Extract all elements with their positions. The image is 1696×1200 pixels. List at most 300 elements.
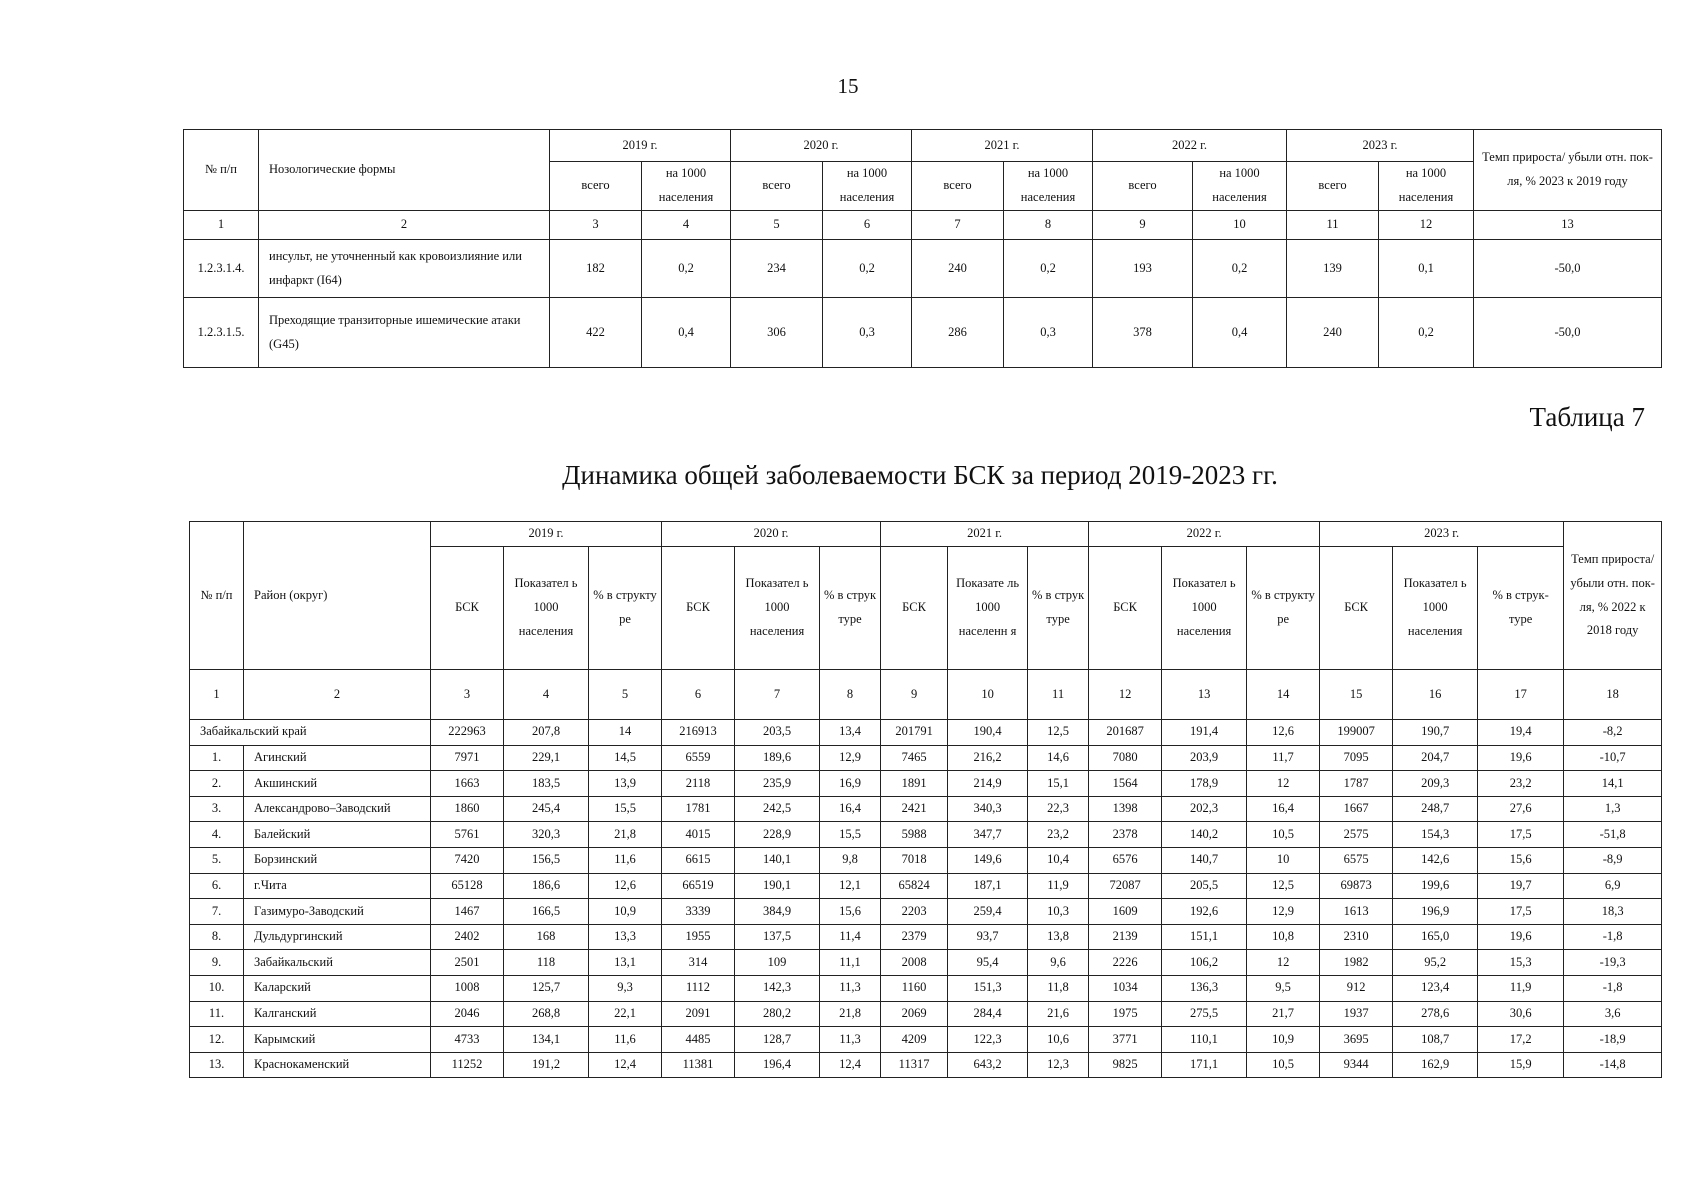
header-bsk: БСК bbox=[1089, 547, 1162, 670]
header-year: 2023 г. bbox=[1320, 522, 1564, 547]
col-number: 14 bbox=[1247, 670, 1320, 720]
cell-value: 284,4 bbox=[948, 1001, 1028, 1027]
cell-value: 182 bbox=[550, 240, 642, 298]
cell-value: 216,2 bbox=[948, 745, 1028, 771]
header-bsk: БСК bbox=[1320, 547, 1393, 670]
cell-value: 30,6 bbox=[1478, 1001, 1564, 1027]
cell-value: 3,6 bbox=[1564, 1001, 1662, 1027]
col-number: 4 bbox=[504, 670, 589, 720]
header-bsk: БСК bbox=[662, 547, 735, 670]
cell-value: 0,3 bbox=[1004, 298, 1093, 368]
cell-value: 10 bbox=[1247, 847, 1320, 873]
cell-value: 201687 bbox=[1089, 720, 1162, 746]
col-number: 7 bbox=[735, 670, 820, 720]
header-rate: Показате ль 1000 населенн я bbox=[948, 547, 1028, 670]
header-year: 2019 г. bbox=[431, 522, 662, 547]
col-number: 8 bbox=[1004, 211, 1093, 240]
cell-value: 183,5 bbox=[504, 771, 589, 797]
header-bsk: БСК bbox=[881, 547, 948, 670]
cell-value: 229,1 bbox=[504, 745, 589, 771]
cell-value: 204,7 bbox=[1393, 745, 1478, 771]
cell-value: 69873 bbox=[1320, 873, 1393, 899]
cell-value: 154,3 bbox=[1393, 822, 1478, 848]
cell-district: г.Чита bbox=[244, 873, 431, 899]
col-number: 13 bbox=[1474, 211, 1662, 240]
cell-value: 10,8 bbox=[1247, 924, 1320, 950]
cell-value: 1860 bbox=[431, 796, 504, 822]
cell-value: 259,4 bbox=[948, 899, 1028, 925]
cell-value: 6,9 bbox=[1564, 873, 1662, 899]
cell-value: 2139 bbox=[1089, 924, 1162, 950]
cell-value: 199,6 bbox=[1393, 873, 1478, 899]
cell-value: 93,7 bbox=[948, 924, 1028, 950]
cell-value: 2310 bbox=[1320, 924, 1393, 950]
cell-value: 2378 bbox=[1089, 822, 1162, 848]
cell-value: 9,6 bbox=[1028, 950, 1089, 976]
header-total: всего bbox=[912, 162, 1004, 211]
cell-value: 203,9 bbox=[1162, 745, 1247, 771]
cell-value: 9,8 bbox=[820, 847, 881, 873]
cell-value: 11,9 bbox=[1478, 975, 1564, 1001]
cell-value: 5761 bbox=[431, 822, 504, 848]
cell-value: 1112 bbox=[662, 975, 735, 1001]
cell-value: 202,3 bbox=[1162, 796, 1247, 822]
cell-value: 12,9 bbox=[820, 745, 881, 771]
cell-district: Борзинский bbox=[244, 847, 431, 873]
cell-value: 192,6 bbox=[1162, 899, 1247, 925]
cell-value: 2091 bbox=[662, 1001, 735, 1027]
header-total: всего bbox=[550, 162, 642, 211]
cell-value: 22,3 bbox=[1028, 796, 1089, 822]
cell-value: 12,6 bbox=[589, 873, 662, 899]
table-row bbox=[190, 822, 1662, 848]
cell-value: 65824 bbox=[881, 873, 948, 899]
cell-value: 3771 bbox=[1089, 1027, 1162, 1053]
cell-value: 196,9 bbox=[1393, 899, 1478, 925]
cell-value: 228,9 bbox=[735, 822, 820, 848]
cell-value: 17,5 bbox=[1478, 899, 1564, 925]
col-number: 15 bbox=[1320, 670, 1393, 720]
col-number: 7 bbox=[912, 211, 1004, 240]
cell-value: 3695 bbox=[1320, 1027, 1393, 1053]
cell-value: 6615 bbox=[662, 847, 735, 873]
cell-value: 142,6 bbox=[1393, 847, 1478, 873]
cell-value: 1160 bbox=[881, 975, 948, 1001]
cell-value: 9344 bbox=[1320, 1052, 1393, 1078]
cell-value: 72087 bbox=[1089, 873, 1162, 899]
cell-value: 0,2 bbox=[1004, 240, 1093, 298]
cell-value: 1609 bbox=[1089, 899, 1162, 925]
cell-value: 10,3 bbox=[1028, 899, 1089, 925]
header-growth: Темп прироста/ убыли отн. пок-ля, % 2023 к 2019 году bbox=[1474, 130, 1662, 211]
col-number: 5 bbox=[731, 211, 823, 240]
column-number-row bbox=[190, 670, 1662, 720]
cell-value: 125,7 bbox=[504, 975, 589, 1001]
cell-value: 189,6 bbox=[735, 745, 820, 771]
cell-num: 4. bbox=[190, 822, 244, 848]
cell-value: 15,6 bbox=[820, 899, 881, 925]
cell-num: 1. bbox=[190, 745, 244, 771]
cell-value: 109 bbox=[735, 950, 820, 976]
table-row bbox=[190, 950, 1662, 976]
cell-value: 190,1 bbox=[735, 873, 820, 899]
cell-value: 166,5 bbox=[504, 899, 589, 925]
cell-value: 2046 bbox=[431, 1001, 504, 1027]
cell-value: 190,4 bbox=[948, 720, 1028, 746]
cell-value: 178,9 bbox=[1162, 771, 1247, 797]
header-year: 2022 г. bbox=[1089, 522, 1320, 547]
cell-value: 320,3 bbox=[504, 822, 589, 848]
cell-value: 12,5 bbox=[1028, 720, 1089, 746]
cell-value: 18,3 bbox=[1564, 899, 1662, 925]
col-number: 2 bbox=[244, 670, 431, 720]
col-number: 17 bbox=[1478, 670, 1564, 720]
table-row bbox=[190, 771, 1662, 797]
cell-value: 11,3 bbox=[820, 975, 881, 1001]
cell-value: 21,7 bbox=[1247, 1001, 1320, 1027]
header-rate: на 1000 населения bbox=[1379, 162, 1474, 211]
cell-value: 190,7 bbox=[1393, 720, 1478, 746]
cell-value: 118 bbox=[504, 950, 589, 976]
cell-value: 7971 bbox=[431, 745, 504, 771]
cell-value: 2575 bbox=[1320, 822, 1393, 848]
cell-value: 17,2 bbox=[1478, 1027, 1564, 1053]
table-row bbox=[190, 745, 1662, 771]
cell-value: 1008 bbox=[431, 975, 504, 1001]
table-row bbox=[184, 240, 1662, 298]
cell-value: 205,5 bbox=[1162, 873, 1247, 899]
cell-district: Калганский bbox=[244, 1001, 431, 1027]
cell-value: 165,0 bbox=[1393, 924, 1478, 950]
col-number: 11 bbox=[1028, 670, 1089, 720]
cell-value: 306 bbox=[731, 298, 823, 368]
cell-value: 16,9 bbox=[820, 771, 881, 797]
cell-value: 13,1 bbox=[589, 950, 662, 976]
cell-district: Акшинский bbox=[244, 771, 431, 797]
cell-value: 11,9 bbox=[1028, 873, 1089, 899]
cell-num: 9. bbox=[190, 950, 244, 976]
header-year: 2020 г. bbox=[662, 522, 881, 547]
cell-district: Балейский bbox=[244, 822, 431, 848]
cell-value: -18,9 bbox=[1564, 1027, 1662, 1053]
cell-value: 0,4 bbox=[1193, 298, 1287, 368]
cell-value: 11,6 bbox=[589, 1027, 662, 1053]
cell-value: 95,2 bbox=[1393, 950, 1478, 976]
table-title: Динамика общей заболеваемости БСК за период 2019-2023 гг. bbox=[562, 460, 1278, 490]
cell-value: 27,6 bbox=[1478, 796, 1564, 822]
cell-value: 193 bbox=[1093, 240, 1193, 298]
cell-value: 123,4 bbox=[1393, 975, 1478, 1001]
cell-value: 191,4 bbox=[1162, 720, 1247, 746]
cell-value: 4209 bbox=[881, 1027, 948, 1053]
cell-value: -1,8 bbox=[1564, 975, 1662, 1001]
cell-value: 0,2 bbox=[642, 240, 731, 298]
cell-value: 9,3 bbox=[589, 975, 662, 1001]
cell-num: 7. bbox=[190, 899, 244, 925]
cell-value: 12 bbox=[1247, 771, 1320, 797]
cell-value: 151,1 bbox=[1162, 924, 1247, 950]
cell-value: 15,6 bbox=[1478, 847, 1564, 873]
cell-value: 201791 bbox=[881, 720, 948, 746]
cell-value: 186,6 bbox=[504, 873, 589, 899]
nosology-table bbox=[183, 129, 1662, 368]
header-share: % в структу ре bbox=[1247, 547, 1320, 670]
cell-value: 14,1 bbox=[1564, 771, 1662, 797]
cell-value: 286 bbox=[912, 298, 1004, 368]
cell-value: 13,8 bbox=[1028, 924, 1089, 950]
cell-value: -8,9 bbox=[1564, 847, 1662, 873]
cell-value: 1891 bbox=[881, 771, 948, 797]
cell-code: 1.2.3.1.5. bbox=[184, 298, 259, 368]
cell-value: 2069 bbox=[881, 1001, 948, 1027]
table-row bbox=[184, 298, 1662, 368]
cell-num: 8. bbox=[190, 924, 244, 950]
cell-form: Преходящие транзиторные ишемические атаки (G45) bbox=[259, 298, 550, 368]
cell-value: 142,3 bbox=[735, 975, 820, 1001]
cell-value: 12,6 bbox=[1247, 720, 1320, 746]
cell-value: 1613 bbox=[1320, 899, 1393, 925]
cell-value: 95,4 bbox=[948, 950, 1028, 976]
cell-value: 214,9 bbox=[948, 771, 1028, 797]
cell-value: 235,9 bbox=[735, 771, 820, 797]
cell-num: 12. bbox=[190, 1027, 244, 1053]
cell-district: Александрово–Заводский bbox=[244, 796, 431, 822]
header-share: % в струк туре bbox=[820, 547, 881, 670]
cell-value: 110,1 bbox=[1162, 1027, 1247, 1053]
header-total: всего bbox=[1093, 162, 1193, 211]
cell-value: 23,2 bbox=[1478, 771, 1564, 797]
cell-value: 19,7 bbox=[1478, 873, 1564, 899]
cell-value: -1,8 bbox=[1564, 924, 1662, 950]
cell-value: 140,2 bbox=[1162, 822, 1247, 848]
cell-value: 0,1 bbox=[1379, 240, 1474, 298]
header-year: 2021 г. bbox=[912, 130, 1093, 162]
cell-district: Газимуро-Заводский bbox=[244, 899, 431, 925]
header-rate: на 1000 населения bbox=[1004, 162, 1093, 211]
cell-value: 0,2 bbox=[1193, 240, 1287, 298]
cell-value: 21,8 bbox=[589, 822, 662, 848]
cell-value: 162,9 bbox=[1393, 1052, 1478, 1078]
cell-value: 187,1 bbox=[948, 873, 1028, 899]
cell-value: 7420 bbox=[431, 847, 504, 873]
cell-value: 106,2 bbox=[1162, 950, 1247, 976]
header-share: % в структу ре bbox=[589, 547, 662, 670]
cell-value: 209,3 bbox=[1393, 771, 1478, 797]
cell-value: 1937 bbox=[1320, 1001, 1393, 1027]
cell-value: 10,6 bbox=[1028, 1027, 1089, 1053]
header-rate: Показател ь 1000 населения bbox=[735, 547, 820, 670]
cell-value: -19,3 bbox=[1564, 950, 1662, 976]
cell-value: 242,5 bbox=[735, 796, 820, 822]
cell-value: 1975 bbox=[1089, 1001, 1162, 1027]
cell-value: 7018 bbox=[881, 847, 948, 873]
column-number-row bbox=[184, 211, 1662, 240]
cell-value: 10,4 bbox=[1028, 847, 1089, 873]
cell-value: 1034 bbox=[1089, 975, 1162, 1001]
cell-value: -8,2 bbox=[1564, 720, 1662, 746]
cell-value: 7095 bbox=[1320, 745, 1393, 771]
cell-value: 168 bbox=[504, 924, 589, 950]
cell-value: 12,1 bbox=[820, 873, 881, 899]
cell-value: 11381 bbox=[662, 1052, 735, 1078]
cell-value: 139 bbox=[1287, 240, 1379, 298]
cell-value: 134,1 bbox=[504, 1027, 589, 1053]
header-district: Район (округ) bbox=[244, 522, 431, 670]
cell-value: 0,3 bbox=[823, 298, 912, 368]
cell-value: 19,6 bbox=[1478, 924, 1564, 950]
cell-value: 128,7 bbox=[735, 1027, 820, 1053]
cell-district: Дульдургинский bbox=[244, 924, 431, 950]
cell-num: 10. bbox=[190, 975, 244, 1001]
cell-value: 13,3 bbox=[589, 924, 662, 950]
header-year: 2022 г. bbox=[1093, 130, 1287, 162]
cell-district: Карымский bbox=[244, 1027, 431, 1053]
col-number: 6 bbox=[662, 670, 735, 720]
cell-value: 171,1 bbox=[1162, 1052, 1247, 1078]
cell-value: 0,2 bbox=[1379, 298, 1474, 368]
col-number: 9 bbox=[1093, 211, 1193, 240]
col-number: 3 bbox=[431, 670, 504, 720]
cell-value: 108,7 bbox=[1393, 1027, 1478, 1053]
col-number: 1 bbox=[190, 670, 244, 720]
cell-value: 314 bbox=[662, 950, 735, 976]
col-number: 18 bbox=[1564, 670, 1662, 720]
cell-value: 240 bbox=[912, 240, 1004, 298]
cell-district: Каларский bbox=[244, 975, 431, 1001]
cell-value: 378 bbox=[1093, 298, 1193, 368]
cell-num: 3. bbox=[190, 796, 244, 822]
cell-value: 14,6 bbox=[1028, 745, 1089, 771]
cell-value: 140,7 bbox=[1162, 847, 1247, 873]
cell-code: 1.2.3.1.4. bbox=[184, 240, 259, 298]
cell-value: 23,2 bbox=[1028, 822, 1089, 848]
cell-value: 15,1 bbox=[1028, 771, 1089, 797]
cell-value: 643,2 bbox=[948, 1052, 1028, 1078]
col-number: 6 bbox=[823, 211, 912, 240]
cell-value: 12,4 bbox=[589, 1052, 662, 1078]
cell-value: 11,4 bbox=[820, 924, 881, 950]
cell-value: 16,4 bbox=[820, 796, 881, 822]
cell-value: 1564 bbox=[1089, 771, 1162, 797]
header-share: % в струк туре bbox=[1028, 547, 1089, 670]
col-number: 16 bbox=[1393, 670, 1478, 720]
col-number: 12 bbox=[1379, 211, 1474, 240]
cell-value: 65128 bbox=[431, 873, 504, 899]
cell-value: 12,4 bbox=[820, 1052, 881, 1078]
table-row bbox=[190, 899, 1662, 925]
cell-value: 3339 bbox=[662, 899, 735, 925]
cell-value: 1663 bbox=[431, 771, 504, 797]
cell-value: 912 bbox=[1320, 975, 1393, 1001]
cell-value: 15,5 bbox=[589, 796, 662, 822]
cell-value: 191,2 bbox=[504, 1052, 589, 1078]
cell-value: 216913 bbox=[662, 720, 735, 746]
cell-value: 136,3 bbox=[1162, 975, 1247, 1001]
cell-value: 15,9 bbox=[1478, 1052, 1564, 1078]
cell-value: 275,5 bbox=[1162, 1001, 1247, 1027]
header-forms: Нозологические формы bbox=[259, 130, 550, 211]
header-total: всего bbox=[731, 162, 823, 211]
table-caption: Таблица 7 bbox=[1529, 402, 1645, 432]
cell-value: 1398 bbox=[1089, 796, 1162, 822]
table-row bbox=[190, 1027, 1662, 1053]
cell-value: 203,5 bbox=[735, 720, 820, 746]
cell-value: 10,5 bbox=[1247, 822, 1320, 848]
header-rate: Показател ь 1000 населения bbox=[504, 547, 589, 670]
cell-value: -51,8 bbox=[1564, 822, 1662, 848]
cell-value: 5988 bbox=[881, 822, 948, 848]
header-share: % в струк- туре bbox=[1478, 547, 1564, 670]
cell-value: 19,6 bbox=[1478, 745, 1564, 771]
cell-value: 422 bbox=[550, 298, 642, 368]
morbidity-table bbox=[189, 521, 1662, 1078]
col-number: 11 bbox=[1287, 211, 1379, 240]
cell-value: 15,5 bbox=[820, 822, 881, 848]
cell-value: 21,8 bbox=[820, 1001, 881, 1027]
cell-value: 234 bbox=[731, 240, 823, 298]
cell-value: 280,2 bbox=[735, 1001, 820, 1027]
cell-value: 248,7 bbox=[1393, 796, 1478, 822]
cell-value: 14,5 bbox=[589, 745, 662, 771]
col-number: 10 bbox=[948, 670, 1028, 720]
cell-value: 6559 bbox=[662, 745, 735, 771]
cell-value: 11,7 bbox=[1247, 745, 1320, 771]
header-bsk: БСК bbox=[431, 547, 504, 670]
header-year: 2020 г. bbox=[731, 130, 912, 162]
cell-value: 140,1 bbox=[735, 847, 820, 873]
cell-value: 1787 bbox=[1320, 771, 1393, 797]
cell-num: 5. bbox=[190, 847, 244, 873]
cell-value: 21,6 bbox=[1028, 1001, 1089, 1027]
cell-value: 1667 bbox=[1320, 796, 1393, 822]
col-number: 5 bbox=[589, 670, 662, 720]
cell-value: 2008 bbox=[881, 950, 948, 976]
header-year: 2023 г. bbox=[1287, 130, 1474, 162]
col-number: 1 bbox=[184, 211, 259, 240]
table-row bbox=[190, 1052, 1662, 1078]
cell-district: Краснокаменский bbox=[244, 1052, 431, 1078]
table-row bbox=[190, 975, 1662, 1001]
cell-district: Забайкальский bbox=[244, 950, 431, 976]
cell-value: 196,4 bbox=[735, 1052, 820, 1078]
cell-value: 11,6 bbox=[589, 847, 662, 873]
cell-value: 340,3 bbox=[948, 796, 1028, 822]
col-number: 3 bbox=[550, 211, 642, 240]
cell-growth: -50,0 bbox=[1474, 298, 1662, 368]
cell-value: 122,3 bbox=[948, 1027, 1028, 1053]
cell-value: 1467 bbox=[431, 899, 504, 925]
cell-value: 16,4 bbox=[1247, 796, 1320, 822]
cell-value: 245,4 bbox=[504, 796, 589, 822]
cell-value: 156,5 bbox=[504, 847, 589, 873]
col-number: 13 bbox=[1162, 670, 1247, 720]
cell-value: 6576 bbox=[1089, 847, 1162, 873]
table-row bbox=[190, 873, 1662, 899]
cell-value: 11,1 bbox=[820, 950, 881, 976]
cell-value: 1781 bbox=[662, 796, 735, 822]
cell-value: 2118 bbox=[662, 771, 735, 797]
cell-value: 2501 bbox=[431, 950, 504, 976]
col-number: 8 bbox=[820, 670, 881, 720]
cell-growth: -50,0 bbox=[1474, 240, 1662, 298]
table-row bbox=[190, 796, 1662, 822]
cell-value: 9,5 bbox=[1247, 975, 1320, 1001]
cell-value: 1,3 bbox=[1564, 796, 1662, 822]
cell-value: 11317 bbox=[881, 1052, 948, 1078]
cell-value: 1982 bbox=[1320, 950, 1393, 976]
cell-value: 9825 bbox=[1089, 1052, 1162, 1078]
cell-value: 4485 bbox=[662, 1027, 735, 1053]
